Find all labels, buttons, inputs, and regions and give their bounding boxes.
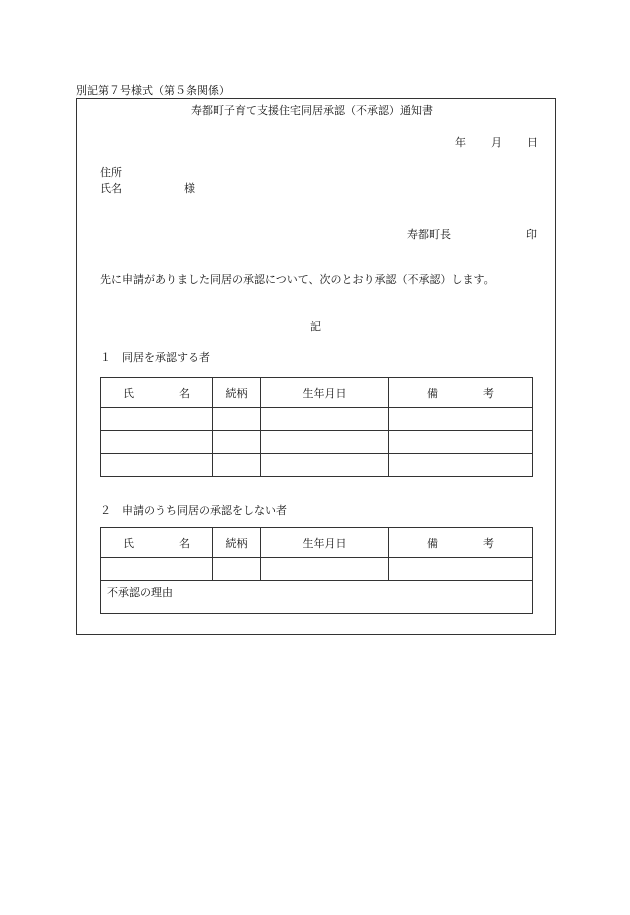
cell-name[interactable] [101,558,213,581]
rejected-members-table [100,527,533,614]
cell-relation[interactable] [213,454,261,477]
header-remarks-char-2: 考 [483,536,494,550]
cell-birthdate[interactable] [261,558,389,581]
header-name-char-2: 名 [179,386,190,400]
header-name-char-1: 氏 [123,536,134,550]
section1-heading: １ 同居を承認する者 [100,351,210,364]
col-header-remarks [389,528,533,558]
date-month: 月 [491,136,502,149]
name-label: 氏名 [100,182,122,195]
header-name-char-2: 名 [179,536,190,550]
cell-relation[interactable] [213,431,261,454]
date-year: 年 [455,136,466,149]
section2-heading: ２ 申請のうち同居の承認をしない者 [100,504,287,517]
header-remarks-char-1: 備 [427,386,438,400]
table-header-row [101,528,533,558]
cell-remarks[interactable] [389,454,533,477]
form-number: 別記第７号様式（第５条関係） [76,84,230,97]
cell-remarks[interactable] [389,558,533,581]
body-text: 先に申請がありました同居の承認について、次のとおり承認（不承認）します。 [100,273,495,286]
header-remarks-char-1: 備 [427,536,438,550]
cell-name[interactable] [101,408,213,431]
seal-mark: 印 [526,228,537,241]
col-header-relation: 続柄 [213,528,261,558]
reason-cell[interactable] [101,581,533,614]
approved-members-table [100,377,533,477]
reason-label: 不承認の理由 [107,586,173,599]
table-row [101,558,533,581]
cell-birthdate[interactable] [261,454,389,477]
table-row [101,454,533,477]
header-remarks-char-2: 考 [483,386,494,400]
cell-birthdate[interactable] [261,408,389,431]
col-header-birthdate: 生年月日 [261,378,389,408]
header-name-char-1: 氏 [123,386,134,400]
col-header-relation: 続柄 [213,378,261,408]
honorific: 様 [184,182,195,195]
issuer-title: 寿都町長 [407,228,451,241]
cell-name[interactable] [101,454,213,477]
cell-relation[interactable] [213,408,261,431]
table-row [101,431,533,454]
ki-label: 記 [310,320,321,333]
table-header-row [101,378,533,408]
col-header-birthdate: 生年月日 [261,528,389,558]
form-title: 寿都町子育て支援住宅同居承認（不承認）通知書 [191,104,433,117]
reason-row [101,581,533,614]
col-header-remarks [389,378,533,408]
cell-remarks[interactable] [389,408,533,431]
col-header-name [101,378,213,408]
cell-birthdate[interactable] [261,431,389,454]
date-day: 日 [527,136,538,149]
cell-name[interactable] [101,431,213,454]
cell-relation[interactable] [213,558,261,581]
table-row [101,408,533,431]
col-header-name [101,528,213,558]
cell-remarks[interactable] [389,431,533,454]
address-label: 住所 [100,166,122,179]
